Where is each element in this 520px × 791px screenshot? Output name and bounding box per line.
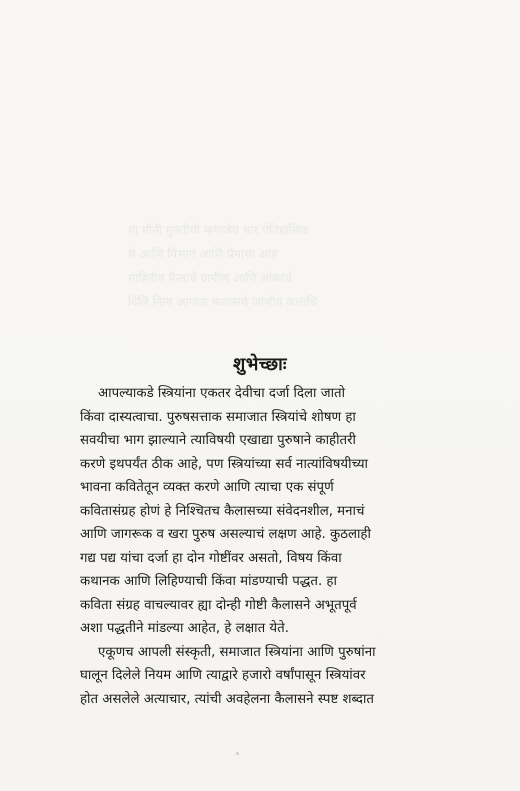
text-line: होत असलेले अत्याचार, त्यांची अवहेलना कैलासने स्पष्ट शब्दात <box>80 691 375 707</box>
text-line: कवितासंग्रह होणं हे निश्चितच कैलासच्या संवेदनशील, मनाचं <box>80 503 365 519</box>
text-line: कथानक आणि लिहिण्याची किंवा मांडण्याची पद्धत. हा <box>80 574 337 589</box>
ghost-line: चे आणि विभाग आणि प्रेमाचा आह <box>128 247 278 261</box>
ghost-line: दिलि नित्य आगाऊ कलासचे जाणीव कलाचि <box>128 295 318 309</box>
ghost-line: माहितीय फैलाचे ग्रामीण आणि लोकांचे <box>128 271 293 285</box>
body-text <box>80 382 440 711</box>
paragraph-1 <box>80 382 440 641</box>
scan-speck <box>236 752 239 755</box>
text-line: आणि जागरूक व खरा पुरुष असल्याचं लक्षण आहे. कुठलाही <box>80 527 371 542</box>
text-line: एकूणच आपली संस्कृती, समाजात स्त्रियांना आणि पुरुषांना <box>98 644 376 660</box>
page-heading: शुभेच्छाः <box>233 354 287 375</box>
text-line: किंवा दास्यत्वाचा. पुरुषसत्ताक समाजात स्त्रियांचे शोषण हा <box>80 409 356 425</box>
paragraph-2 <box>80 641 440 712</box>
text-line: घालून दिलेले नियम आणि त्याद्वारे हजारो वर्षांपासून स्त्रियांवर <box>80 668 366 683</box>
text-line: सवयीचा भाग झाल्याने त्याविषयी एखाद्या पुरुषाने काहीतरी <box>80 433 356 448</box>
text-line: आपल्याकडे स्त्रियांना एकतर देवीचा दर्जा दिला जातो <box>98 386 346 401</box>
ghost-line: या मौनी मुक्तीची म्हणजेच चार ऐतिहासिक <box>128 223 309 237</box>
text-line: कविता संग्रह वाचल्यावर ह्या दोन्ही गोष्टी कैलासने अभूतपूर्व <box>80 597 357 613</box>
text-line: भावना कवितेतून व्यक्त करणे आणि त्याचा एक संपूर्ण <box>80 480 334 495</box>
text-line: करणे इथपर्यंत ठीक आहे, पण स्त्रियांच्या सर्व नात्यांविषयीच्या <box>80 456 368 472</box>
text-line: अशा पद्धतीने मांडल्या आहेत, हे लक्षात येते. <box>80 621 289 636</box>
bleed-through-text <box>128 218 398 314</box>
text-line: गद्य पद्य यांचा दर्जा हा दोन गोष्टींवर असतो, विषय किंवा <box>80 550 342 566</box>
